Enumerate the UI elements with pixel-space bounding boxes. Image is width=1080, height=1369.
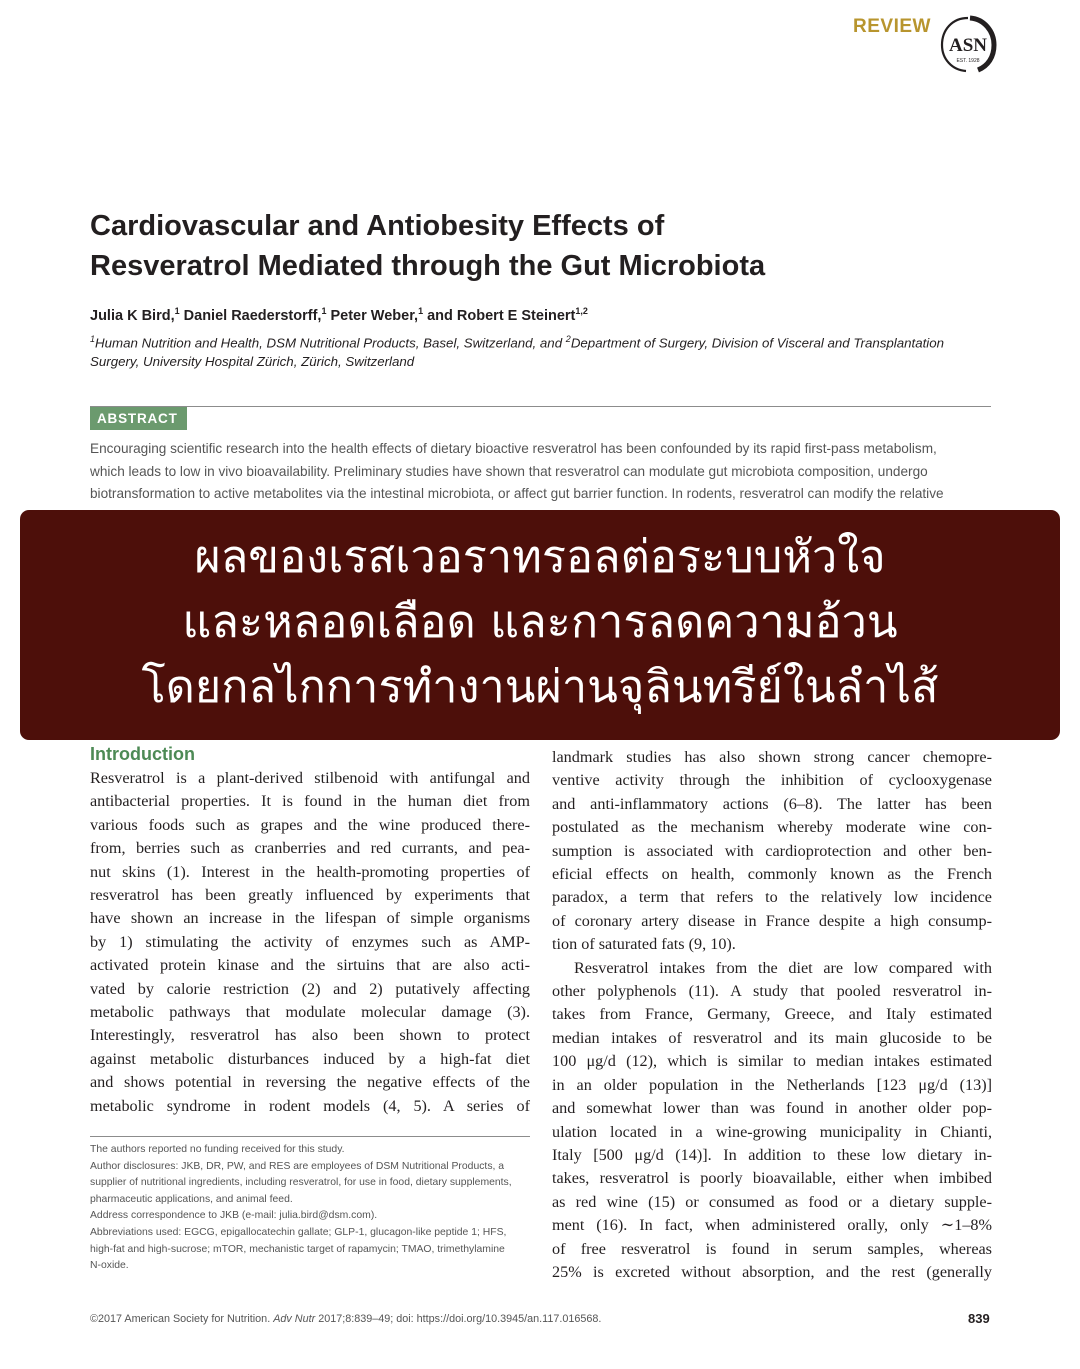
body-line: in an older population in the Netherlands [123 μg/d (13)] [552, 1075, 992, 1094]
author-sup: 1 [418, 306, 424, 316]
footnote-line: high-fat and high-sucrose; mTOR, mechanistic target of rapamycin; TMAO, trimethylamine [90, 1243, 505, 1255]
banner-text [20, 524, 1060, 719]
body-line: against metabolic disturbances induced by a high-fat diet [90, 1049, 530, 1068]
affiliation-text: Department of Surgery, Division of Visceral and Transplantation [570, 335, 945, 351]
title-line: Cardiovascular and Antiobesity Effects of [90, 210, 665, 242]
body-line: Interestingly, resveratrol has also been shown to protect [90, 1026, 530, 1045]
body-line: by 1) stimulating the activity of enzymes such as AMP- [90, 932, 530, 951]
body-column-left [90, 767, 530, 1118]
author-name: Daniel Raederstorff, [179, 307, 322, 324]
logo-subtext: EST. 1928 [956, 58, 980, 64]
affiliation-line: Surgery, University Hospital Zürich, Zürich, Switzerland [90, 354, 415, 370]
body-line: paradox, a term that refers to the relatively low incidence [552, 888, 992, 907]
body-line: other polyphenols (11). A study that pooled resveratrol in- [552, 982, 992, 1001]
body-line: landmark studies has also shown strong cancer chemopre- [552, 748, 992, 766]
article-title [90, 206, 990, 286]
body-line: metabolic pathways that modulate molecular damage (3). [90, 1003, 530, 1022]
body-line: ulation located in a wine-growing municipality in Chianti, [552, 1122, 992, 1141]
body-line: Italy [500 μg/d (14)]. In addition to these low dietary in- [552, 1145, 992, 1164]
body-line: have shown an increase in the lifespan of simple organisms [90, 909, 530, 928]
body-line: sumption is associated with cardioprotection and other ben- [552, 841, 992, 860]
footnote-divider [90, 1136, 530, 1137]
body-line: tion of saturated fats (9, 10). [552, 935, 736, 954]
abstract-line: Encouraging scientific research into the health effects of dietary bioactive resveratrol has been confounded by its rapid first-pass metabolism, [90, 441, 937, 456]
body-line: of free resveratrol is found in serum samples, whereas [552, 1239, 992, 1258]
body-line: ment (16). In fact, when administered orally, only ∼1–8% [552, 1216, 992, 1235]
body-line: of coronary artery disease in France despite a high consump- [552, 911, 992, 930]
affiliation-sup: 2 [565, 334, 571, 344]
body-line: from, berries such as cranberries and red currants, and pea- [90, 839, 530, 858]
banner-line: โดยกลไกการทำงานผ่านจุลินทรีย์ในลำไส้ [141, 660, 939, 713]
title-line: Resveratrol Mediated through the Gut Microbiota [90, 250, 766, 282]
author-name: Julia K Bird, [90, 307, 175, 324]
footnotes [90, 1142, 530, 1275]
body-line: Resveratrol is a plant-derived stilbenoid with antifungal and [90, 769, 530, 787]
author-sup: 1,2 [575, 306, 588, 316]
footnote-line: supplier of nutritional ingredients, including resveratrol, for use in food, dietary supplements, [90, 1177, 512, 1189]
body-line: takes, resveratrol is poorly bioavailable, either when imbibed [552, 1169, 992, 1188]
banner-line: ผลของเรสเวอราทรอลต่อระบบหัวใจ [194, 530, 886, 583]
body-line: nut skins (1). Interest in the health-promoting properties of [90, 862, 530, 881]
section-heading: Introduction [90, 744, 195, 764]
footnote-line: pharmaceutic applications, and animal feed. [90, 1193, 293, 1205]
body-line: and anti-inflammatory actions (6–8). The latter has been [552, 794, 992, 813]
body-line: resveratrol has been greatly influenced by experiments that [90, 886, 530, 905]
body-line: postulated as the mechanism whereby moderate wine con- [552, 818, 992, 837]
body-line: metabolic syndrome in rodent models (4, 5). A series of [90, 1096, 530, 1115]
affiliations [90, 330, 990, 371]
logo-text: ASN [948, 35, 988, 56]
section-label: REVIEW [853, 16, 931, 37]
abstract-line: which leads to low in vivo bioavailability. Preliminary studies have shown that resveratrol can modulate gut microbiota composition, undergo [90, 463, 928, 479]
footnote-line: Address correspondence to JKB (e-mail: julia.bird@dsm.com). [90, 1210, 378, 1222]
footnote-line: Author disclosures: JKB, DR, PW, and RES are employees of DSM Nutritional Products, a [90, 1160, 505, 1172]
abstract-text [90, 438, 992, 506]
body-line: Resveratrol intakes from the diet are low compared with [574, 958, 992, 977]
author-name: and Robert E Steinert [423, 307, 576, 324]
body-line: various foods such as grapes and the wine produced there- [90, 815, 530, 834]
body-line: eficial effects on health, commonly known as the French [552, 865, 992, 884]
body-line: takes from France, Germany, Greece, and Italy estimated [552, 1005, 992, 1024]
body-line: and shows potential in reversing the negative effects of the [90, 1073, 530, 1092]
body-line: 100 μg/d (12), which is similar to median intakes estimated [552, 1052, 992, 1071]
author-sup: 1 [174, 306, 180, 316]
body-line: 25% is excreted without absorption, and the rest (generally [552, 1262, 992, 1281]
footnote-line: Abbreviations used: EGCG, epigallocatechin gallate; GLP-1, glucagon-like peptide 1; HFS, [90, 1226, 507, 1238]
author-list [90, 306, 990, 324]
page-number: 839 [968, 1311, 990, 1326]
affiliation-text: Human Nutrition and Health, DSM Nutritional Products, Basel, Switzerland, and [95, 335, 566, 351]
body-line: activated protein kinase and the sirtuins that are also acti- [90, 956, 530, 975]
author-name: Peter Weber, [326, 307, 419, 324]
abstract-line: biotransformation to active metabolites via the intestinal microbiota, or affect gut barrier function. In rodents, resveratrol can modify the relative [90, 486, 944, 501]
footnote-line: The authors reported no funding received for this study. [90, 1144, 345, 1155]
citation: 2017;8:839–49; doi: https://doi.org/10.3945/an.117.016568. [318, 1313, 602, 1325]
banner-line: และหลอดเลือด และการลดความอ้วน [182, 595, 898, 648]
journal-name: Adv Nutr [273, 1313, 316, 1325]
copyright: ©2017 American Society for Nutrition. [90, 1313, 271, 1325]
affiliation-sup: 1 [90, 334, 96, 344]
body-line: and somewhat lower than was found in another older pop- [552, 1099, 992, 1118]
author-sup: 1 [321, 306, 327, 316]
body-line: median intakes of resveratrol and its main glucoside to be [552, 1028, 992, 1047]
body-column-right [552, 746, 992, 1284]
affiliation-line [90, 330, 990, 352]
footer-citation [90, 1313, 601, 1325]
abstract-label: ABSTRACT [90, 407, 187, 430]
body-line: vated by calorie restriction (2) and 2) putatively affecting [90, 979, 530, 998]
translation-banner [20, 510, 1060, 740]
body-line: antibacterial properties. It is found in the human diet from [90, 792, 530, 811]
body-line: ventive activity through the inhibition of cyclooxygenase [552, 771, 992, 790]
body-line: as red wine (15) or consumed as food or a dietary supple- [552, 1192, 992, 1211]
asn-logo [938, 14, 998, 80]
footnote-line: N-oxide. [90, 1260, 129, 1272]
abstract-divider [90, 406, 991, 407]
